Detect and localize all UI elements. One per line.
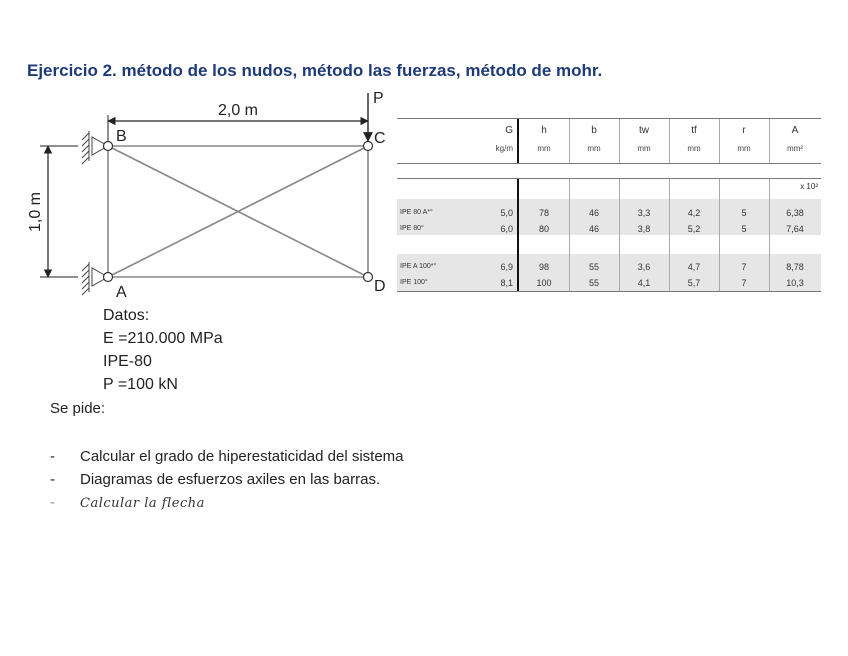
datos-p: P =100 kN [103, 376, 178, 393]
header-tw: tw mm [637, 125, 651, 153]
node-b [104, 142, 113, 151]
cell-r: 5 [741, 224, 747, 234]
load-label: P [373, 90, 384, 107]
cell-tw: 3,3 [637, 208, 651, 218]
cell-tw: 3,6 [637, 262, 651, 272]
cell-a: 10,3 [786, 278, 804, 288]
cell-b: 46 [588, 224, 599, 234]
task-list [50, 445, 404, 515]
cell-a: 6,38 [786, 208, 804, 218]
node-label-b: B [116, 128, 127, 145]
header-a: A mm² [787, 125, 803, 153]
node-label-a: A [116, 284, 127, 300]
cell-tf: 5,7 [687, 278, 701, 288]
header-g: G kg/m [495, 125, 513, 153]
profile-name: IPE 80 A*° [400, 209, 433, 216]
profile-name: IPE 80° [400, 225, 424, 232]
cell-tf: 5,2 [687, 224, 701, 234]
cell-h: 80 [538, 224, 549, 234]
cell-tw: 4,1 [637, 278, 651, 288]
area-multiplier: x 10² [800, 182, 818, 191]
cell-b: 46 [588, 208, 599, 218]
table-body [397, 178, 821, 292]
header-h: h mm [537, 125, 551, 153]
profile-name: IPE A 100*° [400, 263, 437, 270]
cell-tw: 3,8 [637, 224, 651, 234]
datos-block [103, 304, 223, 396]
cell-h: 78 [538, 208, 549, 218]
cell-g: 8,1 [500, 278, 513, 288]
height-label: 1,0 m [27, 191, 44, 233]
truss-diagram [20, 85, 390, 300]
task-item: - Diagramas de esfuerzos axiles en las barras. [50, 471, 381, 488]
cell-tf: 4,7 [687, 262, 701, 272]
cell-h: 98 [538, 262, 549, 272]
cell-b: 55 [588, 262, 599, 272]
table-header [397, 118, 821, 164]
profile-name: IPE 100° [400, 279, 428, 286]
datos-heading: Datos: [103, 307, 150, 324]
node-d [364, 273, 373, 282]
datos-profile: IPE-80 [103, 353, 152, 370]
exercise-title: Ejercicio 2. método de los nudos, método las fuerzas, método de mohr. [27, 61, 603, 80]
ipe-profile-table [397, 118, 821, 292]
se-pide-heading: Se pide: [50, 400, 106, 417]
header-r: r mm [737, 125, 751, 153]
datos-e: E =210.000 MPa [103, 330, 223, 347]
cell-h: 100 [536, 278, 552, 288]
node-label-d: D [374, 278, 386, 295]
header-b: b mm [587, 125, 601, 153]
cell-b: 55 [588, 278, 599, 288]
cell-g: 6,0 [500, 224, 513, 234]
node-c [364, 142, 373, 151]
cell-a: 7,64 [786, 224, 804, 234]
cell-a: 8,78 [786, 262, 804, 272]
cell-r: 5 [741, 208, 747, 218]
cell-r: 7 [741, 262, 747, 272]
node-label-c: C [374, 130, 386, 147]
cell-tf: 4,2 [687, 208, 701, 218]
header-tf: tf mm [687, 125, 701, 153]
task-item: - Calcular el grado de hiperestaticidad del sistema [50, 448, 404, 465]
cell-r: 7 [741, 278, 747, 288]
node-a [104, 273, 113, 282]
cell-g: 6,9 [500, 262, 513, 272]
width-label: 2,0 m [217, 102, 259, 119]
task-item-handwritten: - Calcular la flecha [50, 494, 205, 511]
cell-g: 5,0 [500, 208, 513, 218]
